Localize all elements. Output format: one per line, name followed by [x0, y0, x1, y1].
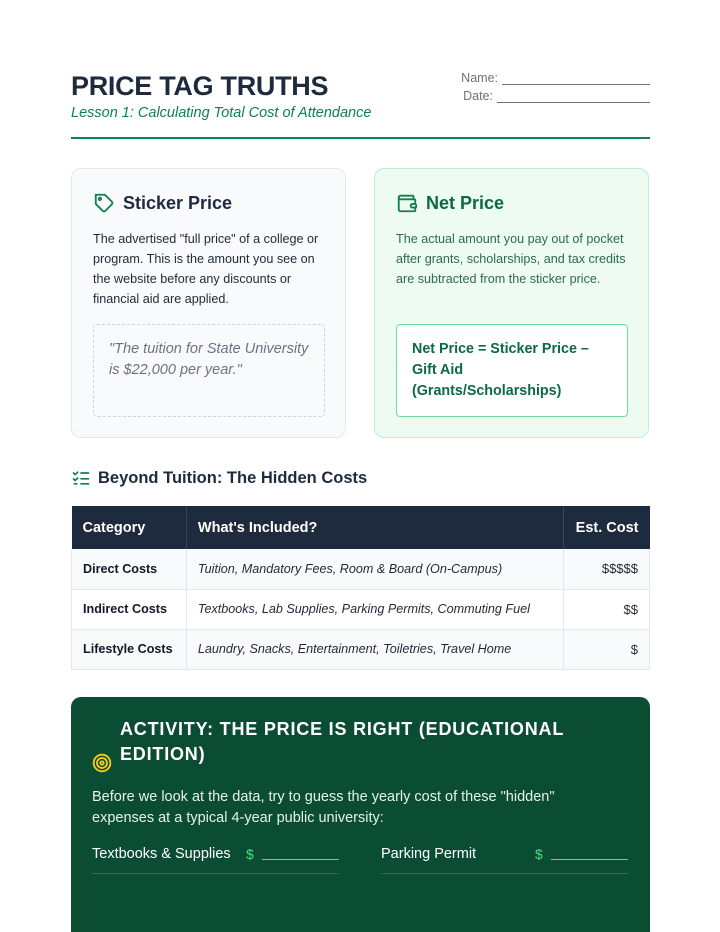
date-label: Date: — [463, 89, 493, 103]
row-included: Textbooks, Lab Supplies, Parking Permits, Commuting Fuel — [186, 589, 563, 629]
net-card-body: The actual amount you pay out of pocket after grants, scholarships, and tax credits are subtracted from the sticker price. — [396, 232, 626, 286]
guess-textbooks[interactable] — [92, 844, 339, 874]
header-divider — [71, 137, 650, 139]
table-header-row — [72, 506, 650, 549]
row-cost: $ — [564, 629, 650, 669]
target-icon — [92, 753, 112, 773]
wallet-icon — [396, 192, 418, 214]
guess-label: Textbooks & Supplies — [92, 846, 231, 862]
net-price-card — [374, 168, 649, 438]
name-label: Name: — [461, 71, 498, 85]
table-row — [72, 549, 650, 589]
lesson-subtitle: Lesson 1: Calculating Total Cost of Attendance — [71, 105, 372, 121]
activity-header — [92, 717, 629, 773]
row-category: Direct Costs — [72, 549, 187, 589]
row-cost: $$ — [564, 589, 650, 629]
date-field[interactable] — [463, 89, 650, 103]
tag-icon — [93, 192, 115, 214]
hidden-costs-title: Beyond Tuition: The Hidden Costs — [98, 468, 368, 487]
name-field[interactable] — [461, 71, 650, 85]
row-cost: $$$$$ — [564, 549, 650, 589]
date-line[interactable] — [497, 91, 650, 103]
activity-title: ACTIVITY: THE PRICE IS RIGHT (EDUCATIONAL EDITION) — [120, 719, 564, 764]
sticker-example-quote: "The tuition for State University is $22,000 per year." — [93, 324, 325, 417]
net-price-formula: Net Price = Sticker Price – Gift Aid (Grants/Scholarships) — [396, 324, 628, 417]
guess-answer-line[interactable] — [262, 859, 339, 860]
table-row — [72, 629, 650, 669]
dollar-symbol: $ — [246, 846, 254, 862]
column-header-category: Category — [72, 506, 187, 549]
activity-instructions: Before we look at the data, try to guess the yearly cost of these "hidden" expenses at a typical 4-year public university: — [92, 789, 555, 826]
guess-answer-line[interactable] — [551, 859, 628, 860]
checklist-icon — [71, 468, 91, 488]
sticker-price-card — [71, 168, 346, 438]
column-header-cost: Est. Cost — [564, 506, 650, 549]
guess-label: Parking Permit — [381, 846, 477, 862]
row-category: Indirect Costs — [72, 589, 187, 629]
name-line[interactable] — [502, 73, 650, 85]
table-row — [72, 589, 650, 629]
row-included: Laundry, Snacks, Entertainment, Toiletries, Travel Home — [186, 629, 563, 669]
page-title: PRICE TAG TRUTHS — [71, 71, 329, 101]
row-included: Tuition, Mandatory Fees, Room & Board (On-Campus) — [186, 549, 563, 589]
net-card-header — [396, 191, 627, 215]
sticker-card-header — [93, 191, 324, 215]
hidden-costs-heading — [71, 467, 367, 489]
sticker-card-body: The advertised "full price" of a college or program. This is the amount you see on the website before any discounts or financial aid are applied. — [93, 232, 319, 306]
worksheet-header — [71, 70, 650, 140]
dollar-symbol: $ — [535, 846, 543, 862]
hidden-costs-table — [71, 506, 650, 670]
guess-parking[interactable] — [381, 844, 628, 874]
row-category: Lifestyle Costs — [72, 629, 187, 669]
net-card-title: Net Price — [426, 192, 505, 213]
activity-panel — [71, 697, 650, 932]
column-header-included: What's Included? — [186, 506, 563, 549]
sticker-card-title: Sticker Price — [123, 192, 233, 213]
